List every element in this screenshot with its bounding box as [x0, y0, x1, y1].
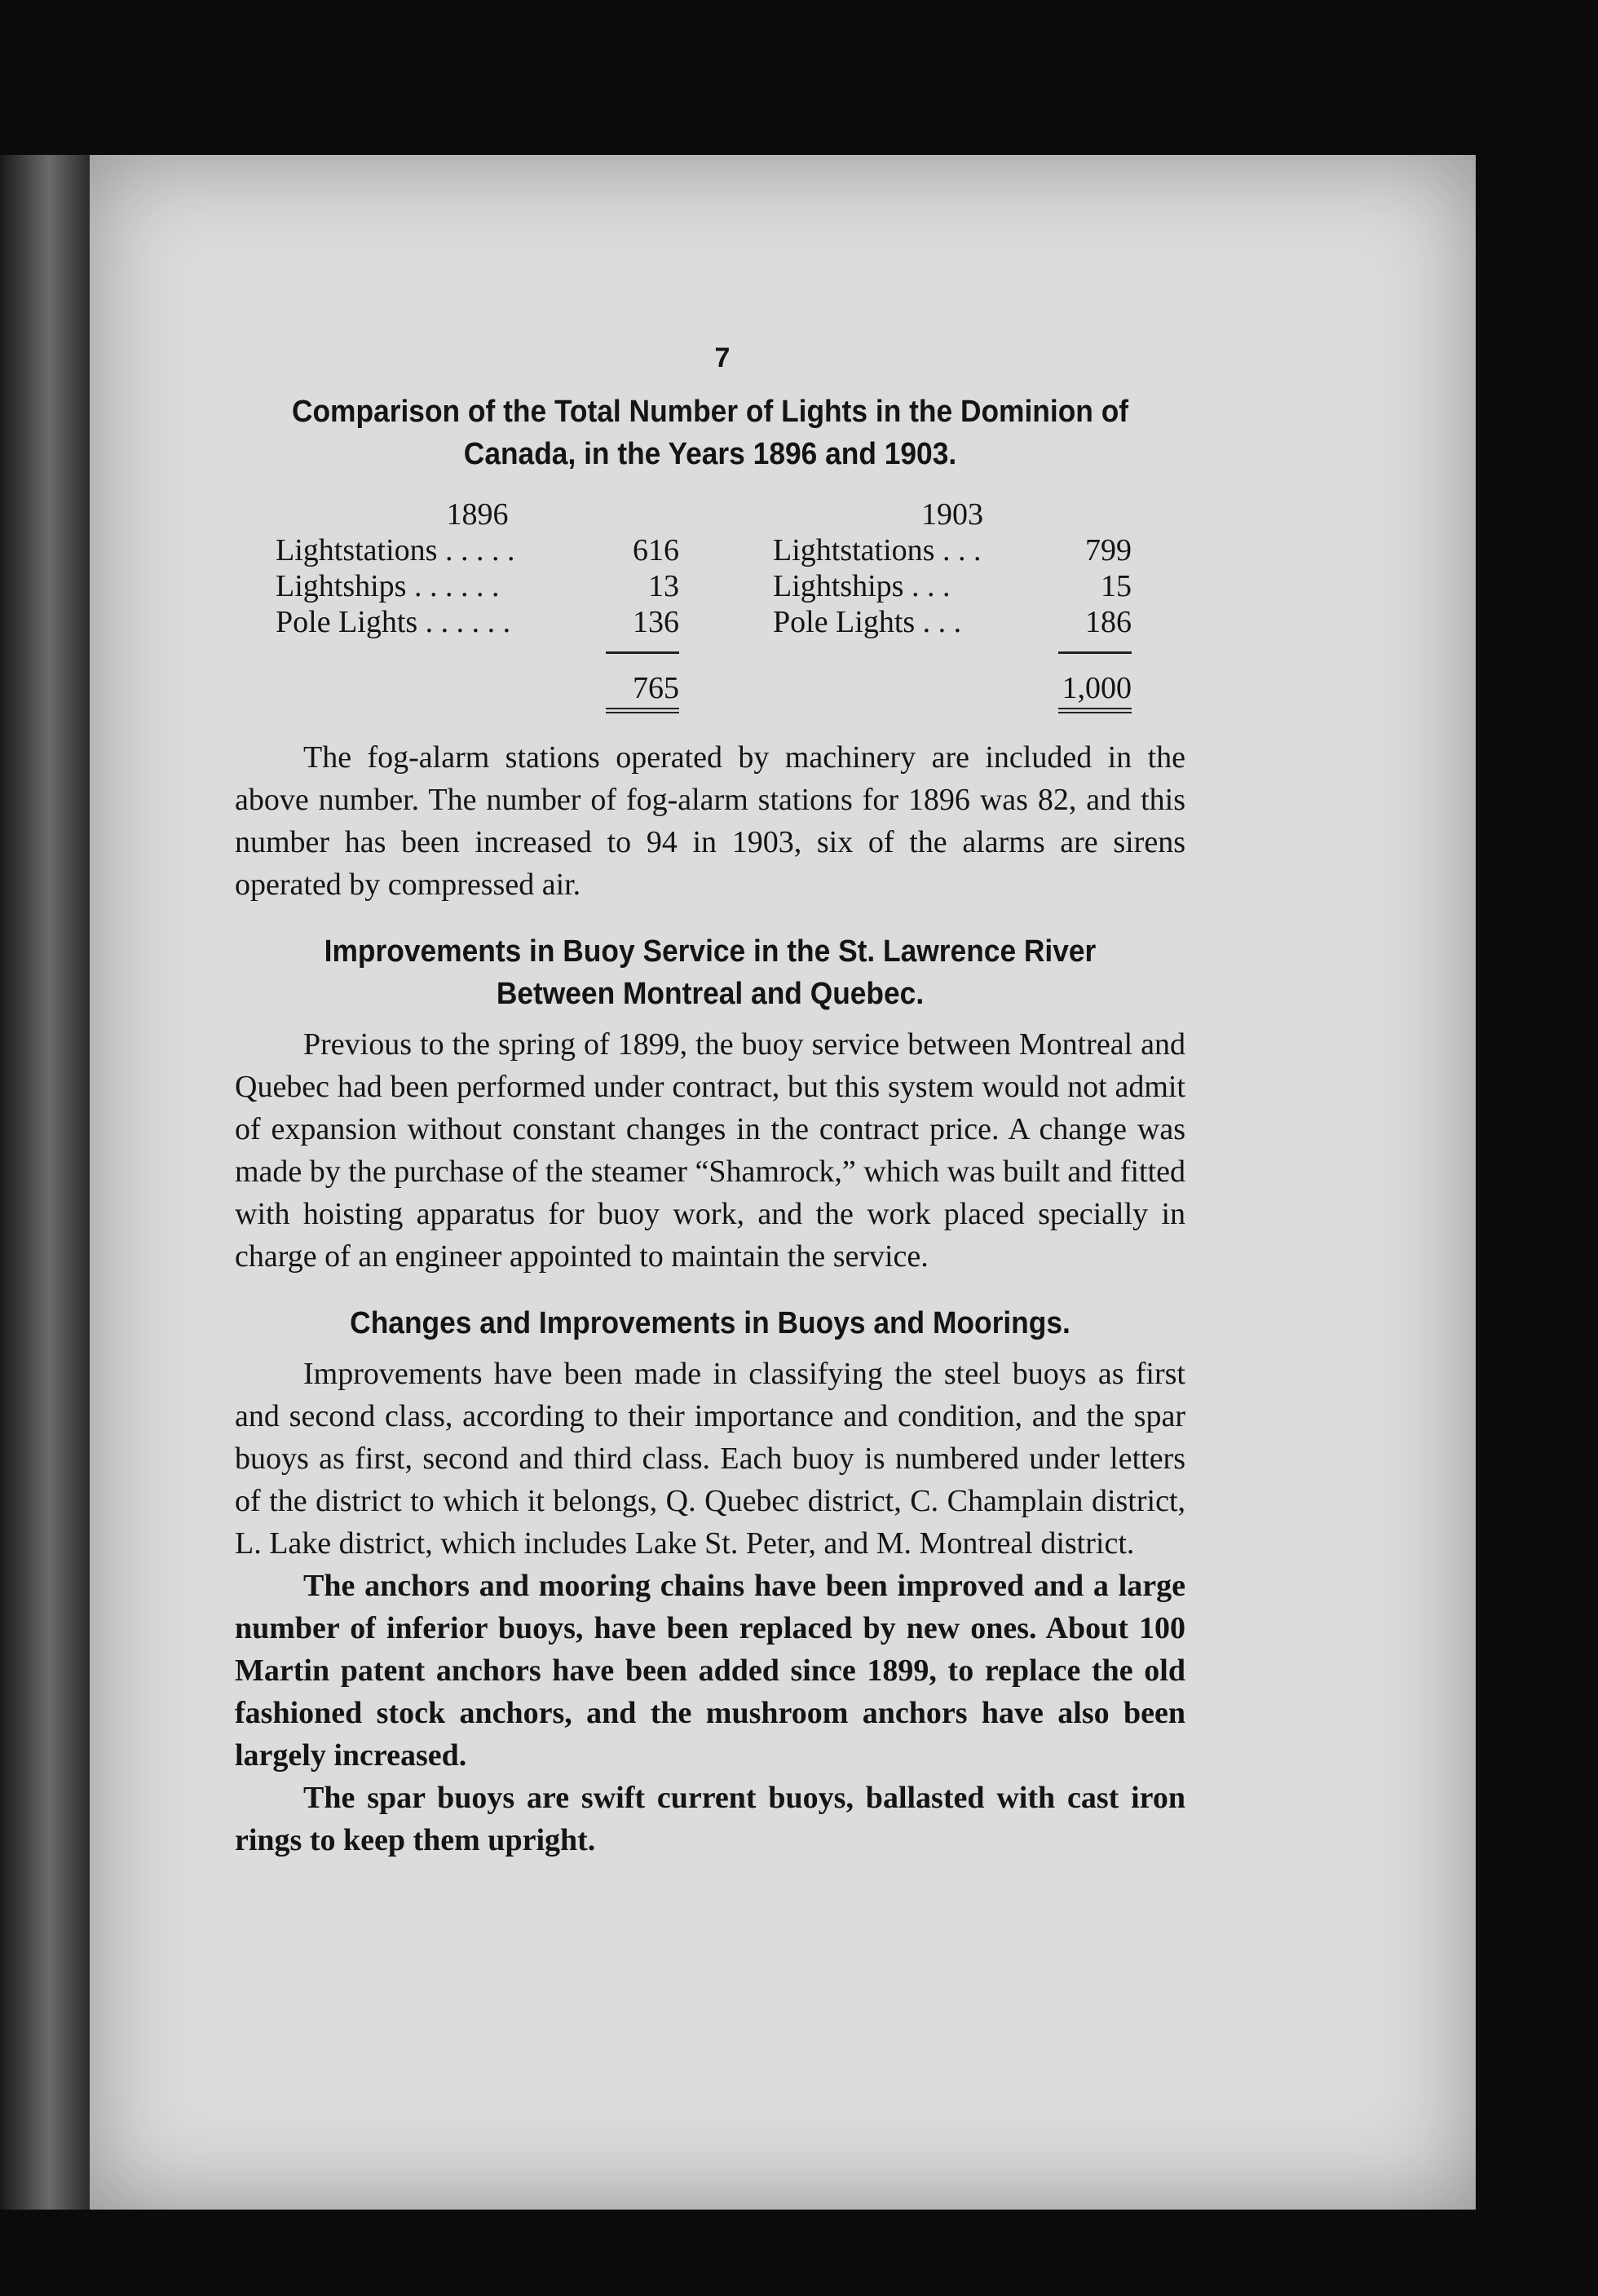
total-value: 1,000: [1058, 670, 1132, 713]
row-label: Pole Lights . . .: [773, 605, 962, 639]
spar-buoys-paragraph: The spar buoys are swift current buoys, ballasted with cast iron rings to keep them upright.: [235, 1781, 1185, 1857]
row-label: Lightships . . .: [773, 569, 951, 603]
buoy-service-paragraph: Previous to the spring of 1899, the buoy service between Montreal and Quebec had been performed under contract, but this system would not admit of expansion without constant changes in the contract price. A change was made by the purchase of the steamer “Shamrock,” which was built and fitted with hoisting apparatus for buoy work, and the work placed specially in charge of an engineer appointed to maintain the service.: [235, 1027, 1185, 1274]
row-label: Lightstations . . . . .: [276, 533, 515, 567]
anchors-paragraph: The anchors and mooring chains have been improved and a large number of inferior buoys, have been replaced by new ones. About 100 Martin patent anchors have been added since 1899, to replace the old fashioned stock anchors, and the mushroom anchors have also been largely increased.: [235, 1569, 1185, 1773]
moorings-heading: Changes and Improvements in Buoys and Moorings.: [350, 1306, 1070, 1340]
lights-comparison: [235, 497, 1185, 713]
table-row: [276, 604, 679, 640]
row-value: 186: [1085, 605, 1132, 639]
table-row: [773, 568, 1132, 604]
total-row: [773, 670, 1132, 713]
sum-rule: [606, 651, 679, 654]
sum-rule: [1058, 651, 1132, 654]
table-row: [773, 532, 1132, 568]
row-label: Lightstations . . .: [773, 533, 982, 567]
total-row: [276, 670, 679, 713]
year-heading: 1896: [446, 497, 509, 532]
table-row: [773, 604, 1132, 640]
total-value: 765: [606, 670, 679, 713]
table-row: [276, 568, 679, 604]
classification-paragraph: Improvements have been made in classifying the steel buoys as first and second class, according to their importance and condition, and the spar buoys as first, second and third class. Each buoy is numbered under letters of the district to which it belongs, Q. Quebec district, C. Champlain district, L. Lake district, which includes Lake St. Peter, and M. Montreal district.: [235, 1357, 1185, 1561]
row-value: 616: [633, 533, 679, 567]
column-1903: [679, 497, 1132, 713]
fog-alarm-paragraph: The fog-alarm stations operated by machinery are included in the above number. The number of fog-alarm stations for 1896 was 82, and this number has been increased to 94 in 1903, six of the alarms are sirens operated by compressed air.: [235, 740, 1185, 902]
row-value: 15: [1101, 569, 1132, 603]
year-heading: 1903: [921, 497, 983, 532]
page-number: 7: [714, 342, 731, 373]
row-label: Lightships . . . . . .: [276, 569, 500, 603]
row-value: 13: [648, 569, 679, 603]
book-gutter: [0, 155, 90, 2210]
table-row: [276, 532, 679, 568]
row-label: Pole Lights . . . . . .: [276, 605, 511, 639]
page-content: [235, 342, 1185, 1861]
row-value: 136: [633, 605, 679, 639]
comparison-title: Comparison of the Total Number of Lights in the Dominion of Canada, in the Years 1896 and 1903.: [291, 395, 1129, 471]
row-value: 799: [1085, 533, 1132, 567]
buoy-service-heading: Improvements in Buoy Service in the St. Lawrence River Between Montreal and Quebec.: [324, 934, 1097, 1011]
column-1896: [235, 497, 679, 713]
